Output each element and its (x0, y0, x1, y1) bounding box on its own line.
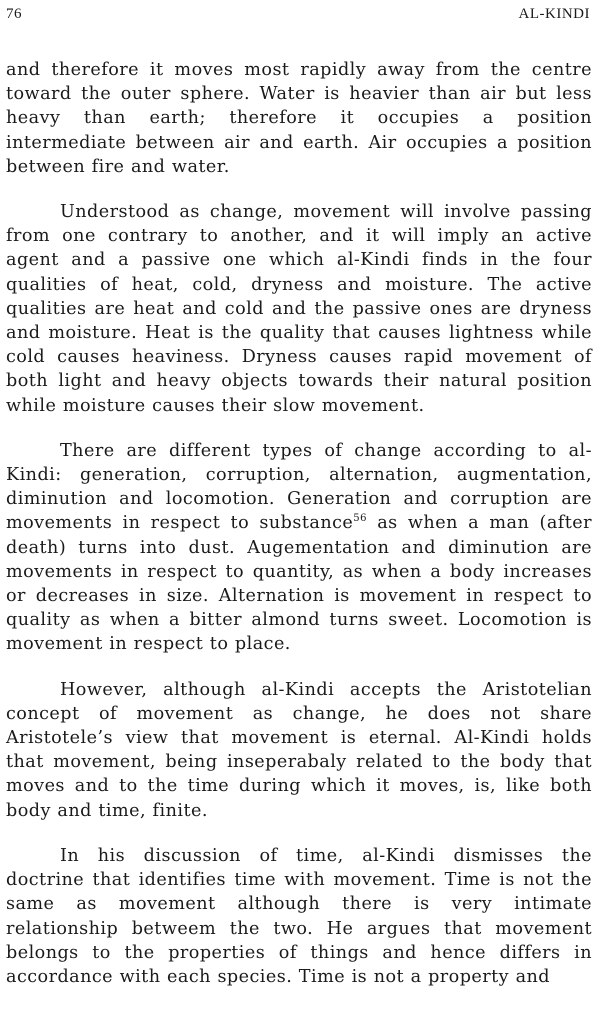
page-number: 76 (6, 6, 22, 22)
running-head: AL-KINDI (518, 6, 590, 22)
body-text (6, 58, 592, 989)
paragraph-3 (6, 439, 592, 657)
paragraph-4: However, although al-Kindi accepts the Aristotelian concept of movement as change, he does not share Aristotele’s view that movement is eternal. Al-Kindi holds that movement, being inseperabaly related to the body that moves and to the time during which it moves, is, like both body and time, finite. (6, 679, 592, 821)
paragraph-2: Understood as change, movement will involve passing from one contrary to another, and it will imply an active agent and a passive one which al-Kindi finds in the four qualities of heat, cold, dryness and moisture. The active qualities are heat and cold and the passive ones are dryness and moisture. Heat is the quality that causes lightness while cold causes heaviness. Dryness causes rapid movement of both light and heavy objects towards their natural position while moisture causes their slow movement. (6, 202, 592, 416)
footnote-reference: 56 (353, 513, 367, 525)
paragraph-3-after-note: as when a man (after death) turns into dust. Augementation and diminution are movements in respect to quantity, as when a body increases or decreases in size. Alternation is movement in respect to quality as when a bitter almond turns sweet. Locomotion is movement in respect to place. (6, 513, 592, 655)
paragraph-3-before-note: There are different types of change according to al-Kindi: generation, corruption, alternation, augmentation, diminution and locomotion. Generation and corruption are movements in respect to substance (6, 440, 592, 534)
page-header (6, 6, 590, 28)
paragraph-1: and therefore it moves most rapidly away from the centre toward the outer sphere. Water is heavier than air but less heavy than earth; therefore it occupies a position intermediate between air and earth. Air occupies a position between fire and water. (6, 60, 592, 177)
paragraph-5: In his discussion of time, al-Kindi dismisses the doctrine that identifies time with movement. Time is not the same as movement although there is very intimate relationship betweem the two. He argues that movement belongs to the properties of things and hence differs in accordance with each species. Time is not a property and (6, 845, 592, 987)
